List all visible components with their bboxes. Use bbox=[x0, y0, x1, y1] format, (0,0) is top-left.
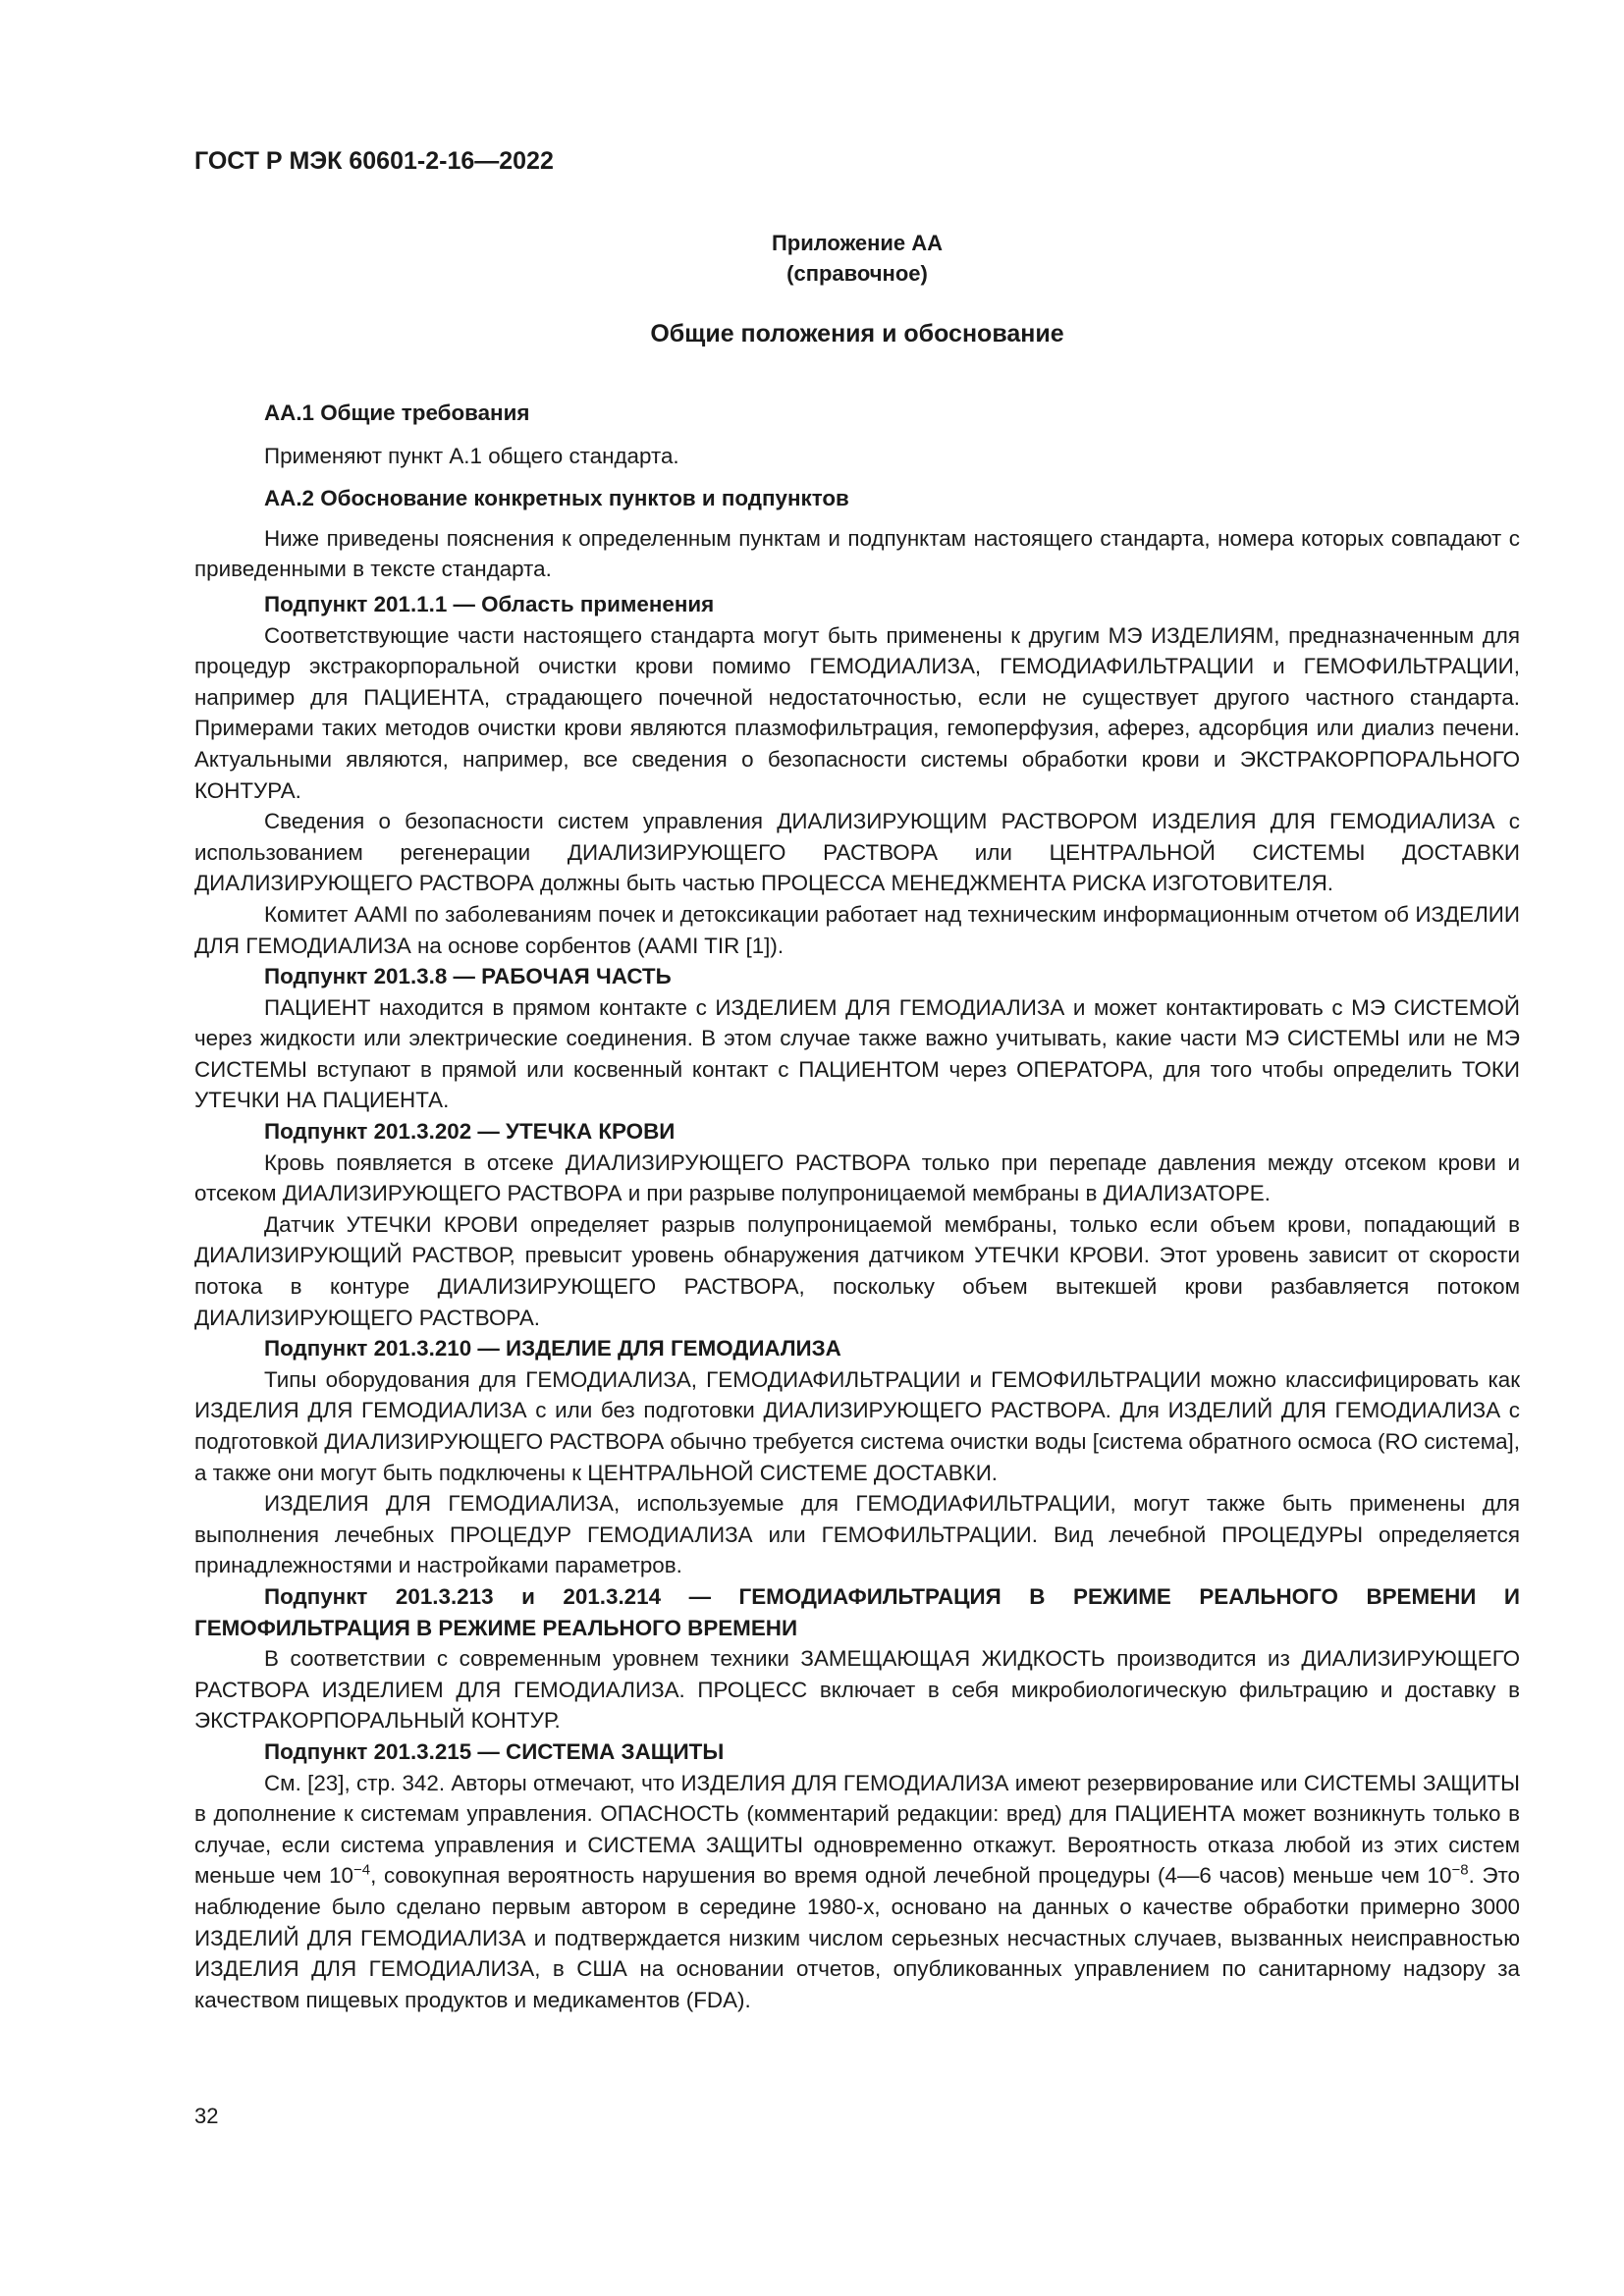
paragraph-protective-system bbox=[194, 1768, 1520, 2016]
paragraph: ИЗДЕЛИЯ ДЛЯ ГЕМОДИАЛИЗА, используемые для ГЕМОДИАФИЛЬТРАЦИИ, могут также быть применены для выполнения лечебных ПРОЦЕДУР ГЕМОДИАЛИЗА или ГЕМОФИЛЬТРАЦИИ. Вид лечебной ПРОЦЕДУРЫ определяется принадлежностями и настройками параметров. bbox=[194, 1491, 1520, 1578]
document-header: ГОСТ Р МЭК 60601-2-16—2022 bbox=[194, 147, 554, 175]
paragraph: В соответствии с современным уровнем техники ЗАМЕЩАЮЩАЯ ЖИДКОСТЬ производится из ДИАЛИЗИРУЮЩЕГО РАСТВОРА ИЗДЕЛИЕМ ДЛЯ ГЕМОДИАЛИЗА. ПРОЦЕСС включает в себя микробиологическую фильтрацию и доставку в ЭКСТРАКОРПОРАЛЬНЫЙ КОНТУР. bbox=[194, 1646, 1520, 1734]
section-heading: АА.2 Обоснование конкретных пунктов и подпунктов bbox=[264, 486, 849, 511]
paragraph: Датчик УТЕЧКИ КРОВИ определяет разрыв полупроницаемой мембраны, только если объем крови, попадающий в ДИАЛИЗИРУЮЩИЙ РАСТВОР, превысит уровень обнаружения датчиком УТЕЧКИ КРОВИ. Этот уровень зависит от скорости потока в контуре ДИАЛИЗИРУЮЩЕГО РАСТВОРА, поскольку объем вытекшей крови разбавляется потоком ДИАЛИЗИРУЮЩЕГО РАСТВОРА. bbox=[194, 1211, 1520, 1330]
annex-label: Приложение АА bbox=[771, 231, 944, 255]
paragraph: Типы оборудования для ГЕМОДИАЛИЗА, ГЕМОДИАФИЛЬТРАЦИИ и ГЕМОФИЛЬТРАЦИИ можно классифицировать как ИЗДЕЛИЯ ДЛЯ ГЕМОДИАЛИЗА с или без подготовки ДИАЛИЗИРУЮЩЕГО РАСТВОРА. Для ИЗДЕЛИЙ ДЛЯ ГЕМОДИАЛИЗА с подготовкой ДИАЛИЗИРУЮЩЕГО РАСТВОРА обычно требуется система очистки воды [система обратного осмоса (RO система], а также они могут быть подключены к ЦЕНТРАЛЬНОЙ СИСТЕМЕ ДОСТАВКИ. bbox=[194, 1366, 1520, 1485]
document-body bbox=[194, 398, 1520, 2015]
subclause-heading: Подпункт 201.3.210 — ИЗДЕЛИЕ ДЛЯ ГЕМОДИАЛИЗА bbox=[264, 1336, 841, 1362]
paragraph: Применяют пункт А.1 общего стандарта. bbox=[264, 443, 679, 468]
paragraph: Кровь появляется в отсеке ДИАЛИЗИРУЮЩЕГО РАСТВОРА только при перепаде давления между отсеком крови и отсеком ДИАЛИЗИРУЮЩЕГО РАСТВОРА и при разрыве полупроницаемой мембраны в ДИАЛИЗАТОРЕ. bbox=[194, 1149, 1520, 1206]
subclause-heading: Подпункт 201.3.8 — РАБОЧАЯ ЧАСТЬ bbox=[264, 964, 672, 989]
annex-type: (справочное) bbox=[786, 261, 928, 286]
paragraph: Соответствующие части настоящего стандарта могут быть применены к другим МЭ ИЗДЕЛИЯМ, предназначенным для процедур экстракорпоральной очистки крови помимо ГЕМОДИАЛИЗА, ГЕМОДИАФИЛЬТРАЦИИ и ГЕМОФИЛЬТРАЦИИ, например для ПАЦИЕНТА, страдающего почечной недостаточностью, если не существует другого частного стандарта. Примерами таких методов очистки крови являются плазмофильтрация, гемоперфузия, аферез, адсорбция или диализ печени. Актуальными являются, например, все сведения о безопасности системы обработки крови и ЭКСТРАКОРПОРАЛЬНОГО КОНТУРА. bbox=[194, 622, 1520, 803]
text-run: См. [23], стр. 342. Авторы отмечают, что ИЗДЕЛИЯ ДЛЯ ГЕМОДИАЛИЗА имеют резервирование или СИСТЕМЫ ЗАЩИТЫ в дополнение к системам управления. ОПАСНОСТЬ (комментарий редакции: вред) для ПАЦИЕНТА может возникнуть только в случае, если система управления и СИСТЕМА ЗАЩИТЫ одновременно откажут. Вероятность отказа любой из этих систем меньше чем 10 bbox=[194, 1770, 1520, 1889]
paragraph: Ниже приведены пояснения к определенным пунктам и подпунктам настоящего стандарта, номера которых совпадают с приведенными в тексте стандарта. bbox=[194, 525, 1520, 582]
text-run: . Это наблюдение было сделано первым автором в середине 1980-х, основано на данных о качестве обработки примерно 3000 ИЗДЕЛИЙ ДЛЯ ГЕМОДИАЛИЗА и подтверждается низким числом серьезных несчастных случаев, вызванных неисправностью ИЗДЕЛИЯ ДЛЯ ГЕМОДИАЛИЗА, в США на основании отчетов, опубликованных управлением по санитарному надзору за качеством пищевых продуктов и медикаментов (FDA). bbox=[194, 1863, 1520, 2012]
subclause-heading: Подпункт 201.3.202 — УТЕЧКА КРОВИ bbox=[264, 1119, 676, 1145]
paragraph: Комитет AAMI по заболеваниям почек и детоксикации работает над техническим информационным отчетом об ИЗДЕЛИИ ДЛЯ ГЕМОДИАЛИЗА на основе сорбентов (AAMI TIR [1]). bbox=[194, 901, 1520, 958]
paragraph: Сведения о безопасности систем управления ДИАЛИЗИРУЮЩИМ РАСТВОРОМ ИЗДЕЛИЯ ДЛЯ ГЕМОДИАЛИЗА с использованием регенерации ДИАЛИЗИРУЮЩЕГО РАСТВОРА или ЦЕНТРАЛЬНОЙ СИСТЕМЫ ДОСТАВКИ ДИАЛИЗИРУЮЩЕГО РАСТВОРА должны быть частью ПРОЦЕССА МЕНЕДЖМЕНТА РИСКА ИЗГОТОВИТЕЛЯ. bbox=[194, 809, 1520, 896]
section-heading: АА.1 Общие требования bbox=[264, 400, 530, 425]
exponent: −8 bbox=[1451, 1861, 1469, 1879]
subclause-heading: Подпункт 201.1.1 — Область применения bbox=[264, 591, 715, 616]
text-run: , совокупная вероятность нарушения во время одной лечебной процедуры (4—6 часов) меньше чем 10 bbox=[370, 1863, 1452, 1889]
annex-title: Общие положения и обоснование bbox=[650, 320, 1064, 347]
paragraph: ПАЦИЕНТ находится в прямом контакте с ИЗДЕЛИЕМ ДЛЯ ГЕМОДИАЛИЗА и может контактировать с МЭ СИСТЕМОЙ через жидкости или электрические соединения. В этом случае также важно учитывать, какие части МЭ СИСТЕМЫ или не МЭ СИСТЕМЫ вступают в прямой или косвенный контакт с ПАЦИЕНТОМ через ОПЕРАТОРА, для того чтобы определить ТОКИ УТЕЧКИ НА ПАЦИЕНТА. bbox=[194, 994, 1520, 1113]
page-number: 32 bbox=[194, 2104, 219, 2128]
subclause-heading: Подпункт 201.3.215 — СИСТЕМА ЗАЩИТЫ bbox=[264, 1738, 725, 1764]
exponent: −4 bbox=[353, 1861, 371, 1879]
subclause-heading: Подпункт 201.3.213 и 201.3.214 — ГЕМОДИАФИЛЬТРАЦИЯ В РЕЖИМЕ РЕАЛЬНОГО ВРЕМЕНИ И ГЕМОФИЛЬТРАЦИЯ В РЕЖИМЕ РЕАЛЬНОГО ВРЕМЕНИ bbox=[194, 1583, 1520, 1640]
